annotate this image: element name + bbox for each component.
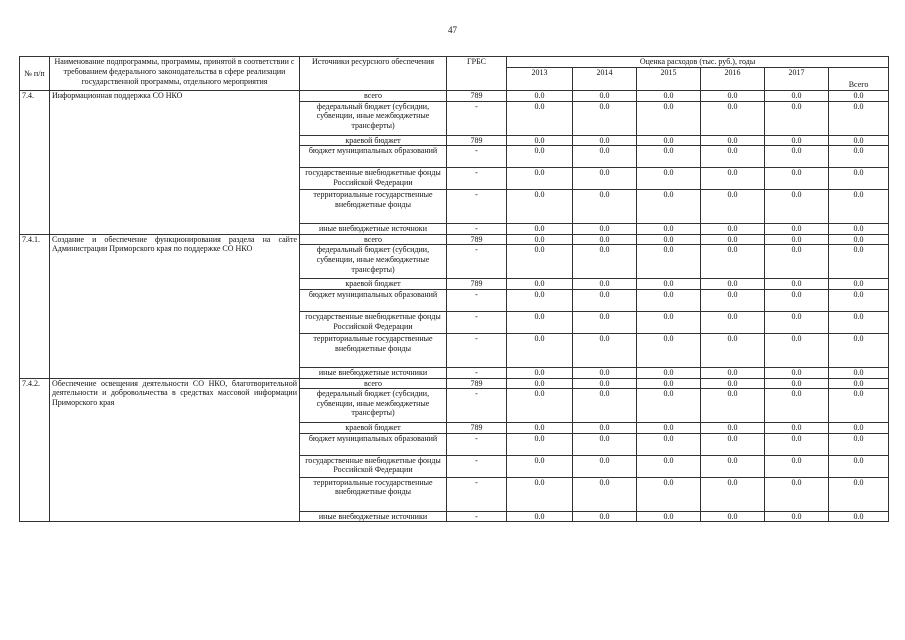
funding-source: территориальные государственные внебюджетные фонды: [300, 333, 447, 367]
funding-source: государственные внебюджетные фонды Российской Федерации: [300, 168, 447, 190]
year-value: 0.0: [573, 146, 637, 168]
year-value: 0.0: [637, 135, 701, 146]
year-value: 0.0: [573, 511, 637, 522]
funding-source: территориальные государственные внебюджетные фонды: [300, 477, 447, 511]
year-value: 0.0: [765, 190, 829, 224]
item-number: 7.4.1.: [20, 234, 50, 378]
year-value: 0.0: [701, 146, 765, 168]
table-row: [20, 378, 889, 389]
year-value: 0.0: [637, 333, 701, 367]
year-value: 0.0: [701, 135, 765, 146]
year-value: 0.0: [507, 333, 573, 367]
grbs-code: -: [447, 146, 507, 168]
year-value: 0.0: [701, 511, 765, 522]
year-value: 0.0: [701, 433, 765, 455]
year-value: 0.0: [701, 279, 765, 290]
total-value: 0.0: [829, 190, 889, 224]
year-value: 0.0: [573, 389, 637, 423]
year-value: 0.0: [507, 279, 573, 290]
year-value: 0.0: [701, 455, 765, 477]
year-value: 0.0: [507, 101, 573, 135]
year-value: 0.0: [573, 91, 637, 102]
table-row: [20, 234, 889, 245]
item-number: 7.4.2.: [20, 378, 50, 522]
year-value: 0.0: [701, 423, 765, 434]
year-value: 0.0: [507, 367, 573, 378]
year-value: 0.0: [637, 168, 701, 190]
year-value: 0.0: [765, 91, 829, 102]
item-name: Создание и обеспечение функционирования раздела на сайте Администрации Приморского края по поддержке СО НКО: [50, 234, 300, 378]
header-year-2017: 2017: [765, 68, 829, 91]
year-value: 0.0: [765, 389, 829, 423]
year-value: 0.0: [765, 477, 829, 511]
header-grbs: ГРБС: [447, 57, 507, 91]
grbs-code: 789: [447, 378, 507, 389]
year-value: 0.0: [637, 477, 701, 511]
year-value: 0.0: [507, 423, 573, 434]
funding-source: государственные внебюджетные фонды Российской Федерации: [300, 455, 447, 477]
year-value: 0.0: [507, 455, 573, 477]
year-value: 0.0: [765, 101, 829, 135]
grbs-code: -: [447, 477, 507, 511]
year-value: 0.0: [765, 224, 829, 235]
funding-source: территориальные государственные внебюджетные фонды: [300, 190, 447, 224]
year-value: 0.0: [701, 234, 765, 245]
item-name: Информационная поддержка СО НКО: [50, 91, 300, 235]
year-value: 0.0: [765, 423, 829, 434]
grbs-code: -: [447, 224, 507, 235]
year-value: 0.0: [637, 245, 701, 279]
year-value: 0.0: [507, 511, 573, 522]
grbs-code: -: [447, 333, 507, 367]
header-year-2016: 2016: [701, 68, 765, 91]
year-value: 0.0: [765, 245, 829, 279]
page-number: 47: [448, 25, 457, 35]
year-value: 0.0: [765, 433, 829, 455]
year-value: 0.0: [507, 168, 573, 190]
grbs-code: 789: [447, 234, 507, 245]
year-value: 0.0: [637, 224, 701, 235]
grbs-code: -: [447, 289, 507, 311]
funding-source: федеральный бюджет (субсидии, субвенции, иные межбюджетные трансферты): [300, 245, 447, 279]
year-value: 0.0: [573, 168, 637, 190]
year-value: 0.0: [507, 378, 573, 389]
total-value: 0.0: [829, 91, 889, 102]
year-value: 0.0: [701, 101, 765, 135]
funding-source: государственные внебюджетные фонды Российской Федерации: [300, 311, 447, 333]
year-value: 0.0: [507, 135, 573, 146]
year-value: 0.0: [573, 224, 637, 235]
year-value: 0.0: [701, 91, 765, 102]
year-value: 0.0: [573, 311, 637, 333]
year-value: 0.0: [701, 477, 765, 511]
header-name: Наименование подпрограммы, программы, принятой в соответствии с требованием федерального законодательства в сфере реализации государственной программы, отдельного мероприятия: [50, 57, 300, 91]
item-name: Обеспечение освещения деятельности СО НКО, благотворительной деятельности и добровольчества в средствах массовой информации Приморского края: [50, 378, 300, 522]
total-value: 0.0: [829, 224, 889, 235]
year-value: 0.0: [701, 289, 765, 311]
total-value: 0.0: [829, 389, 889, 423]
year-value: 0.0: [507, 311, 573, 333]
year-value: 0.0: [573, 367, 637, 378]
year-value: 0.0: [765, 279, 829, 290]
year-value: 0.0: [573, 455, 637, 477]
grbs-code: -: [447, 433, 507, 455]
header-expenses: Оценка расходов (тыс. руб.), годы: [507, 57, 889, 68]
year-value: 0.0: [637, 378, 701, 389]
funding-source: всего: [300, 378, 447, 389]
funding-source: краевой бюджет: [300, 423, 447, 434]
total-value: 0.0: [829, 433, 889, 455]
grbs-code: -: [447, 511, 507, 522]
funding-source: иные внебюджетные источноки: [300, 224, 447, 235]
year-value: 0.0: [701, 378, 765, 389]
header-year-2013: 2013: [507, 68, 573, 91]
year-value: 0.0: [507, 224, 573, 235]
year-value: 0.0: [507, 289, 573, 311]
year-value: 0.0: [637, 101, 701, 135]
year-value: 0.0: [507, 389, 573, 423]
year-value: 0.0: [637, 433, 701, 455]
year-value: 0.0: [765, 234, 829, 245]
grbs-code: -: [447, 168, 507, 190]
header-year-2014: 2014: [573, 68, 637, 91]
year-value: 0.0: [765, 333, 829, 367]
year-value: 0.0: [573, 378, 637, 389]
grbs-code: -: [447, 367, 507, 378]
year-value: 0.0: [701, 224, 765, 235]
year-value: 0.0: [765, 146, 829, 168]
year-value: 0.0: [573, 190, 637, 224]
funding-source: краевой бюджет: [300, 279, 447, 290]
grbs-code: -: [447, 101, 507, 135]
year-value: 0.0: [701, 333, 765, 367]
grbs-code: 789: [447, 91, 507, 102]
funding-source: всего: [300, 234, 447, 245]
funding-source: федеральный бюджет (субсидии, субвенции, иные межбюджетные трансферты): [300, 101, 447, 135]
item-number: 7.4.: [20, 91, 50, 235]
header-source: Источники ресурсного обеспечения: [300, 57, 447, 91]
year-value: 0.0: [637, 511, 701, 522]
header-year-2015: 2015: [637, 68, 701, 91]
year-value: 0.0: [637, 423, 701, 434]
funding-source: бюджет муниципальных образований: [300, 146, 447, 168]
year-value: 0.0: [637, 455, 701, 477]
total-value: 0.0: [829, 477, 889, 511]
year-value: 0.0: [637, 234, 701, 245]
year-value: 0.0: [573, 135, 637, 146]
year-value: 0.0: [765, 168, 829, 190]
header-total: Всего: [829, 68, 889, 91]
funding-source: федеральный бюджет (субсидии, субвенции, иные межбюджетные трансферты): [300, 389, 447, 423]
year-value: 0.0: [765, 511, 829, 522]
year-value: 0.0: [637, 190, 701, 224]
year-value: 0.0: [765, 378, 829, 389]
year-value: 0.0: [507, 146, 573, 168]
year-value: 0.0: [507, 234, 573, 245]
year-value: 0.0: [701, 367, 765, 378]
year-value: 0.0: [573, 423, 637, 434]
year-value: 0.0: [573, 101, 637, 135]
funding-source: иные внебюджетные источники: [300, 511, 447, 522]
total-value: 0.0: [829, 367, 889, 378]
header-row: [20, 57, 889, 68]
budget-table: [19, 56, 889, 522]
total-value: 0.0: [829, 333, 889, 367]
grbs-code: 789: [447, 423, 507, 434]
total-value: 0.0: [829, 423, 889, 434]
funding-source: краевой бюджет: [300, 135, 447, 146]
total-value: 0.0: [829, 245, 889, 279]
year-value: 0.0: [701, 190, 765, 224]
year-value: 0.0: [765, 367, 829, 378]
grbs-code: -: [447, 245, 507, 279]
year-value: 0.0: [637, 311, 701, 333]
year-value: 0.0: [637, 146, 701, 168]
year-value: 0.0: [701, 245, 765, 279]
year-value: 0.0: [573, 289, 637, 311]
grbs-code: -: [447, 455, 507, 477]
grbs-code: -: [447, 190, 507, 224]
total-value: 0.0: [829, 311, 889, 333]
funding-source: бюджет муниципальных образований: [300, 289, 447, 311]
total-value: 0.0: [829, 289, 889, 311]
grbs-code: -: [447, 311, 507, 333]
year-value: 0.0: [573, 333, 637, 367]
year-value: 0.0: [573, 234, 637, 245]
year-value: 0.0: [701, 168, 765, 190]
total-value: 0.0: [829, 279, 889, 290]
grbs-code: 789: [447, 279, 507, 290]
year-value: 0.0: [765, 311, 829, 333]
funding-source: всего: [300, 91, 447, 102]
year-value: 0.0: [637, 367, 701, 378]
year-value: 0.0: [507, 433, 573, 455]
total-value: 0.0: [829, 455, 889, 477]
year-value: 0.0: [573, 245, 637, 279]
year-value: 0.0: [637, 279, 701, 290]
grbs-code: -: [447, 389, 507, 423]
year-value: 0.0: [765, 455, 829, 477]
year-value: 0.0: [637, 91, 701, 102]
year-value: 0.0: [573, 477, 637, 511]
year-value: 0.0: [765, 135, 829, 146]
header-num: № п/п: [20, 57, 50, 91]
table-body: [20, 91, 889, 522]
funding-source: бюджет муниципальных образований: [300, 433, 447, 455]
year-value: 0.0: [507, 477, 573, 511]
total-value: 0.0: [829, 378, 889, 389]
total-value: 0.0: [829, 168, 889, 190]
year-value: 0.0: [573, 279, 637, 290]
year-value: 0.0: [701, 311, 765, 333]
grbs-code: 789: [447, 135, 507, 146]
table-row: [20, 91, 889, 102]
total-value: 0.0: [829, 146, 889, 168]
year-value: 0.0: [507, 245, 573, 279]
funding-source: иные внебюджетные источники: [300, 367, 447, 378]
total-value: 0.0: [829, 135, 889, 146]
total-value: 0.0: [829, 511, 889, 522]
total-value: 0.0: [829, 234, 889, 245]
year-value: 0.0: [507, 91, 573, 102]
year-value: 0.0: [637, 389, 701, 423]
total-value: 0.0: [829, 101, 889, 135]
year-value: 0.0: [765, 289, 829, 311]
year-value: 0.0: [701, 389, 765, 423]
year-value: 0.0: [573, 433, 637, 455]
year-value: 0.0: [637, 289, 701, 311]
year-value: 0.0: [507, 190, 573, 224]
